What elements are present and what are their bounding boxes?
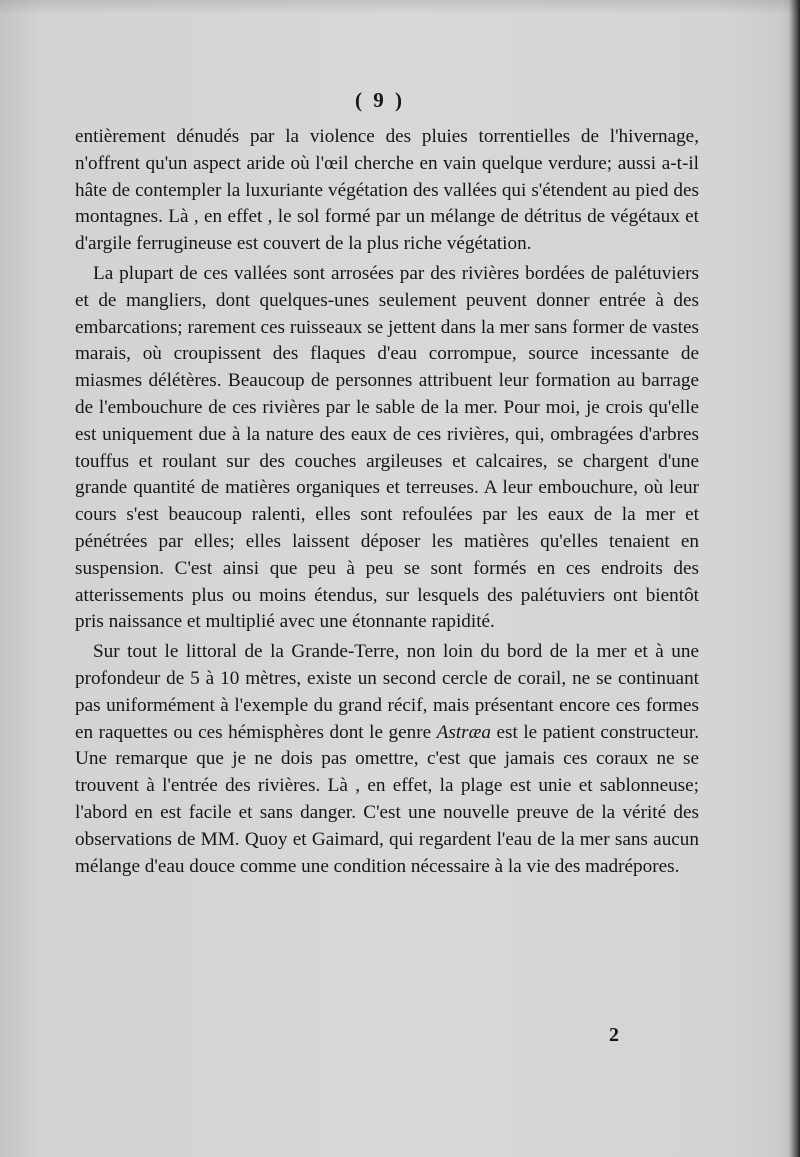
page-binding-shadow: [782, 0, 800, 1157]
paragraph-3-text-start: Sur tout le littoral de la Grande-Terre, non loin du bord de la mer et à une profondeur de 5 à 10 mètres, existe un second cercle de corail, ne se continuant pas uniformément à l'exemple du grand récif, mais présentant encore ces formes en raquettes ou ces hémisphères dont le genre: [75, 641, 699, 743]
signature-mark: 2: [609, 1024, 619, 1046]
page-top-shadow: [0, 0, 800, 14]
paragraph-3: [75, 639, 699, 880]
genus-name: Astræa: [436, 721, 492, 743]
paragraph-3-text-end: est le patient constructeur. Une remarque que je ne dois pas omettre, c'est que jamais ces coraux ne se trouvent à l'entrée des rivières. Là , en effet, la plage est unie et sablonneuse; l'abord en est facile et sans danger. C'est une nouvelle preuve de la vérité des observations de MM. Quoy et Gaimard, qui regardent l'eau de la mer sans aucun mélange d'eau douce comme une condition nécessaire à la vie des madrépores.: [75, 721, 700, 877]
page-number: ( 9 ): [355, 88, 405, 112]
paragraph-2: La plupart de ces vallées sont arrosées par des rivières bordées de palétuviers et de mangliers, dont quelques-unes seulement peuvent donner entrée à des embarcations; rarement ces ruisseaux se jettent dans la mer sans former de vastes marais, où croupissent des flaques d'eau corrompue, source incessante de miasmes délétères. Beaucoup de personnes attribuent leur formation au barrage de l'embouchure de ces rivières par le sable de la mer. Pour moi, je crois qu'elle est uniquement due à la nature des eaux de ces rivières, qui, ombragées d'arbres touffus et roulant sur des couches argileuses et calcaires, se chargent d'une grande quantité de matières organiques et terreuses. A leur embouchure, où leur cours s'est beaucoup ralenti, elles sont refoulées par les eaux de la mer et pénétrées par elles; elles laissent déposer les matières qu'elles tenaient en suspension. C'est ainsi que peu à peu se sont formés en ces endroits des atterissements plus ou moins étendus, sur lesquels des palétuviers ont bientôt pris naissance et multiplié avec une étonnante rapidité.: [75, 262, 699, 633]
paragraph-1: entièrement dénudés par la violence des pluies torrentielles de l'hivernage, n'offrent qu'un aspect aride où l'œil cherche en vain quelque verdure; aussi a-t-il hâte de contempler la luxuriante végétation des vallées qui s'étendent au pied des montagnes. Là , en effet , le sol formé par un mélange de détritus de végétaux et d'argile ferrugineuse est couvert de la plus riche végétation.: [75, 126, 699, 255]
body-text: [75, 124, 699, 880]
